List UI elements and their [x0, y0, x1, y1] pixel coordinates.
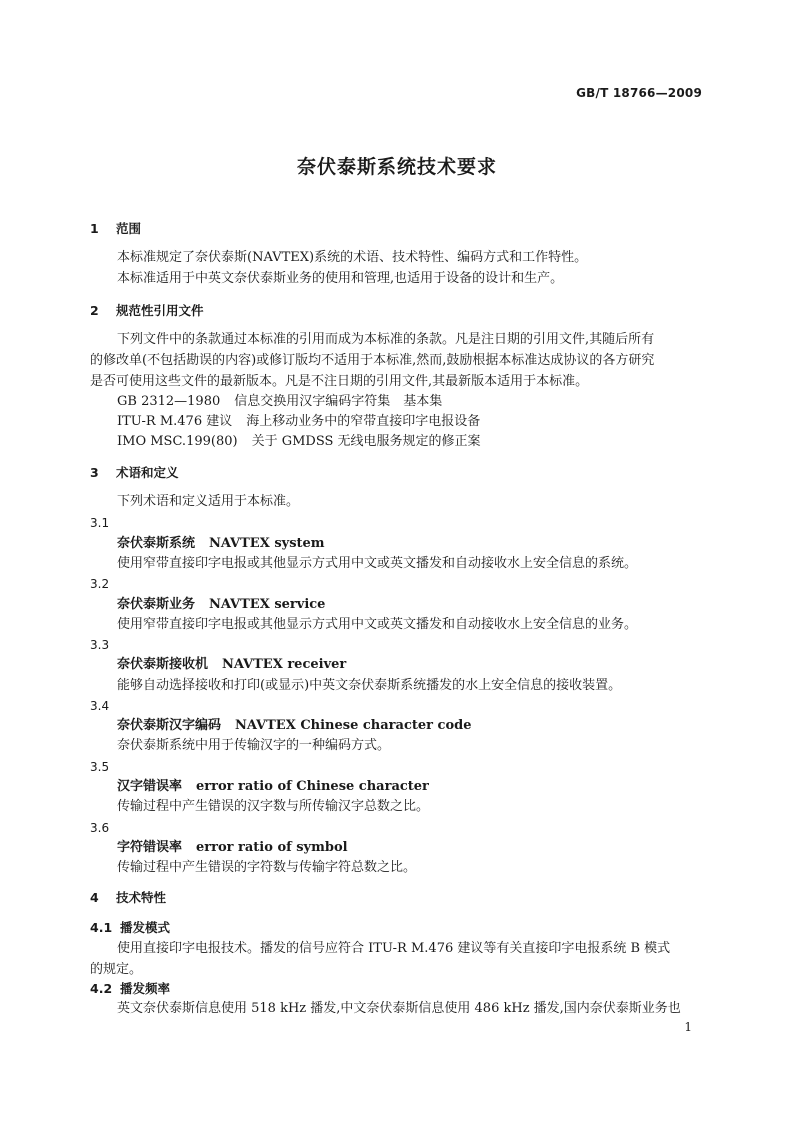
term-zh: 奈伏泰斯接收机	[117, 657, 209, 672]
term-en: NAVTEX service	[209, 597, 326, 612]
section-number: 2	[90, 303, 99, 318]
reference-item	[117, 414, 731, 430]
paragraph: 本标准适用于中英文奈伏泰斯业务的使用和管理,也适用于设备的设计和生产。	[117, 271, 564, 286]
term-heading	[117, 536, 731, 552]
section-heading-1	[90, 221, 704, 237]
subsection-heading-4-2	[90, 981, 704, 997]
subsection-heading-4-1	[90, 920, 704, 936]
term-number: 3.2	[90, 577, 110, 591]
term-heading	[117, 657, 731, 673]
term-heading	[117, 597, 731, 613]
section-title: 术语和定义	[116, 465, 179, 480]
subsection-number: 4.1	[90, 920, 113, 935]
page-number: 1	[684, 1020, 692, 1034]
term-zh: 汉字错误率	[117, 779, 183, 794]
term-en: NAVTEX receiver	[222, 657, 347, 672]
term-zh: 奈伏泰斯汉字编码	[117, 718, 222, 733]
term-definition: 使用窄带直接印字电报或其他显示方式用中文或英文播发和自动接收水上安全信息的业务。	[117, 617, 638, 632]
term-zh: 字符错误率	[117, 840, 183, 855]
term-number: 3.1	[90, 516, 110, 530]
term-definition: 使用窄带直接印字电报或其他显示方式用中文或英文播发和自动接收水上安全信息的系统。	[117, 556, 638, 571]
term-definition: 传输过程中产生错误的汉字数与所传输汉字总数之比。	[117, 799, 430, 814]
reference-title: 信息交换用汉字编码字符集 基本集	[234, 394, 443, 409]
term-en: NAVTEX Chinese character code	[235, 718, 472, 733]
section-number: 3	[90, 465, 99, 480]
paragraph-line: 是否可使用这些文件的最新版本。凡是不注日期的引用文件,其最新版本适用于本标准。	[90, 374, 589, 389]
subsection-number: 4.2	[90, 981, 113, 996]
paragraph-line: 英文奈伏泰斯信息使用 518 kHz 播发,中文奈伏泰斯信息使用 486 kHz 播发,国内奈伏泰斯业务也	[117, 1001, 681, 1016]
term-number: 3.4	[90, 699, 110, 713]
term-definition: 奈伏泰斯系统中用于传输汉字的一种编码方式。	[117, 738, 391, 753]
section-title: 规范性引用文件	[116, 303, 204, 318]
term-en: NAVTEX system	[209, 536, 325, 551]
section-title: 技术特性	[116, 890, 167, 905]
page-title: 奈伏泰斯系统技术要求	[296, 156, 497, 178]
term-zh: 奈伏泰斯业务	[117, 597, 196, 612]
term-number: 3.5	[90, 760, 110, 774]
paragraph-line: 使用直接印字电报技术。播发的信号应符合 ITU-R M.476 建议等有关直接印字电报系统 B 模式	[117, 941, 671, 956]
subsection-title: 播发模式	[120, 920, 171, 935]
term-heading	[117, 779, 731, 795]
paragraph: 下列术语和定义适用于本标准。	[117, 494, 300, 509]
paragraph: 本标准规定了奈伏泰斯(NAVTEX)系统的术语、技术特性、编码方式和工作特性。	[117, 250, 588, 265]
reference-code: GB 2312—1980	[117, 394, 221, 409]
term-number: 3.3	[90, 638, 110, 652]
term-heading	[117, 718, 731, 734]
section-number: 1	[90, 221, 99, 236]
reference-code: ITU-R M.476 建议	[117, 414, 233, 429]
paragraph-line: 下列文件中的条款通过本标准的引用而成为本标准的条款。凡是注日期的引用文件,其随后所有	[117, 332, 655, 347]
section-heading-4	[90, 890, 704, 906]
reference-item	[117, 394, 731, 410]
section-number: 4	[90, 890, 99, 905]
paragraph-line: 的修改单(不包括勘误的内容)或修订版均不适用于本标准,然而,鼓励根据本标准达成协议的各方研究	[90, 353, 655, 368]
paragraph-line: 的规定。	[90, 962, 143, 977]
term-number: 3.6	[90, 821, 110, 835]
term-definition: 能够自动选择接收和打印(或显示)中英文奈伏泰斯系统播发的水上安全信息的接收装置。	[117, 678, 622, 693]
term-en: error ratio of Chinese character	[196, 779, 429, 794]
reference-code: IMO MSC.199(80)	[117, 434, 238, 449]
term-heading	[117, 840, 731, 856]
term-en: error ratio of symbol	[196, 840, 348, 855]
term-zh: 奈伏泰斯系统	[117, 536, 196, 551]
section-title: 范围	[116, 221, 142, 236]
term-definition: 传输过程中产生错误的字符数与传输字符总数之比。	[117, 860, 417, 875]
reference-title: 关于 GMDSS 无线电服务规定的修正案	[251, 434, 481, 449]
reference-item	[117, 434, 731, 450]
section-heading-2	[90, 303, 704, 319]
standard-number: GB/T 18766—2009	[576, 86, 702, 100]
reference-title: 海上移动业务中的窄带直接印字电报设备	[246, 414, 481, 429]
section-heading-3	[90, 465, 704, 481]
subsection-title: 播发频率	[120, 981, 171, 996]
